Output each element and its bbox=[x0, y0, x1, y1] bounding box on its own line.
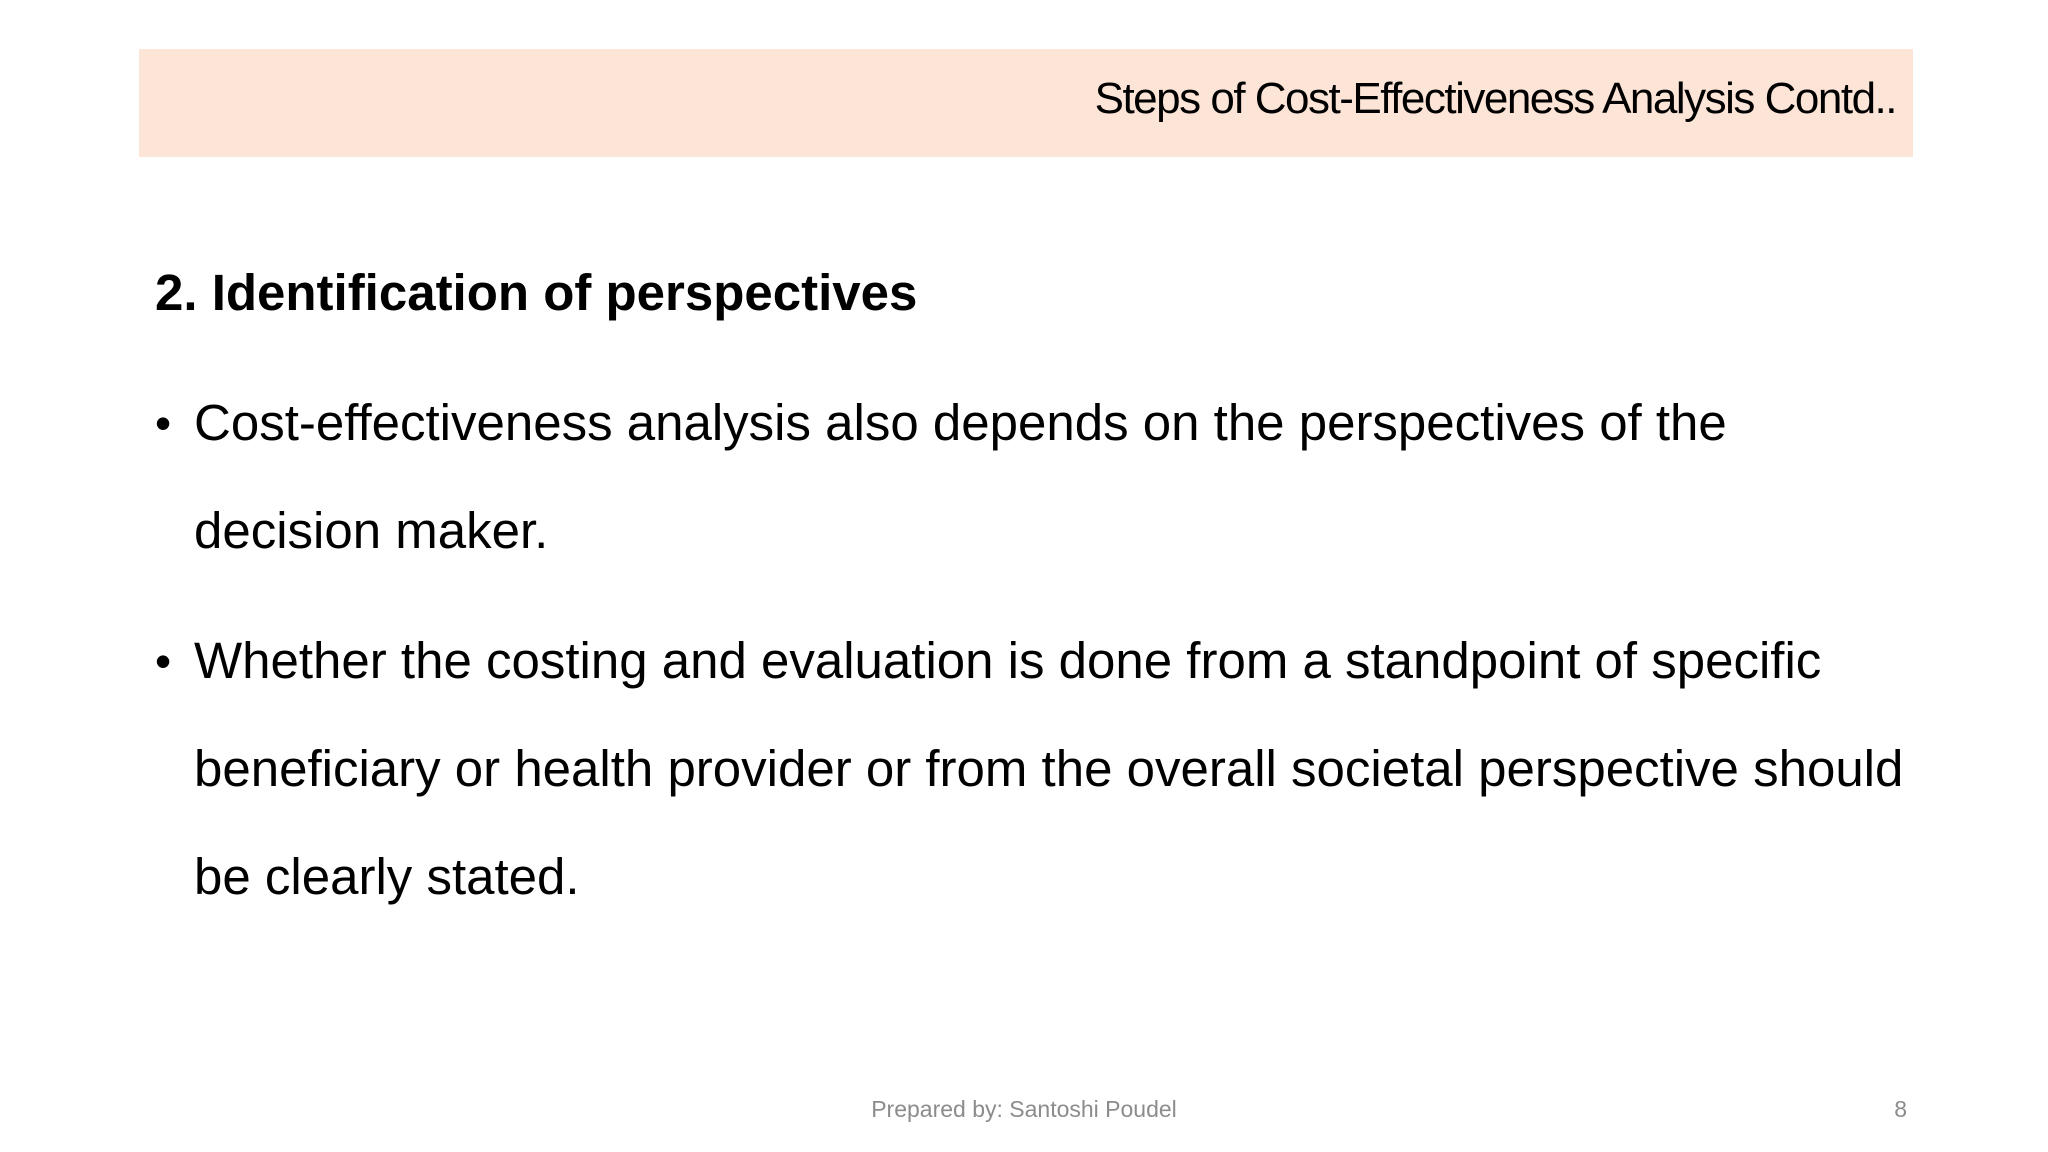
bullet-item bbox=[155, 607, 1915, 931]
bullet-icon: • bbox=[155, 635, 172, 687]
bullet-item bbox=[155, 369, 1915, 585]
bullet-icon: • bbox=[155, 397, 172, 449]
page-number: 8 bbox=[1894, 1096, 1907, 1122]
section-heading: 2. Identification of perspectives bbox=[155, 264, 918, 321]
bullet-text: Cost-effectiveness analysis also depends on the perspectives of the decision maker. bbox=[194, 394, 1727, 559]
bullet-text: Whether the costing and evaluation is done from a standpoint of specific beneficiary or health provider or from the overall societal perspective should be clearly stated. bbox=[194, 632, 1904, 905]
footer-credit: Prepared by: Santoshi Poudel bbox=[871, 1096, 1177, 1122]
slide-title: Steps of Cost-Effectiveness Analysis Contd.. bbox=[1094, 74, 1896, 123]
title-banner bbox=[139, 49, 1913, 157]
